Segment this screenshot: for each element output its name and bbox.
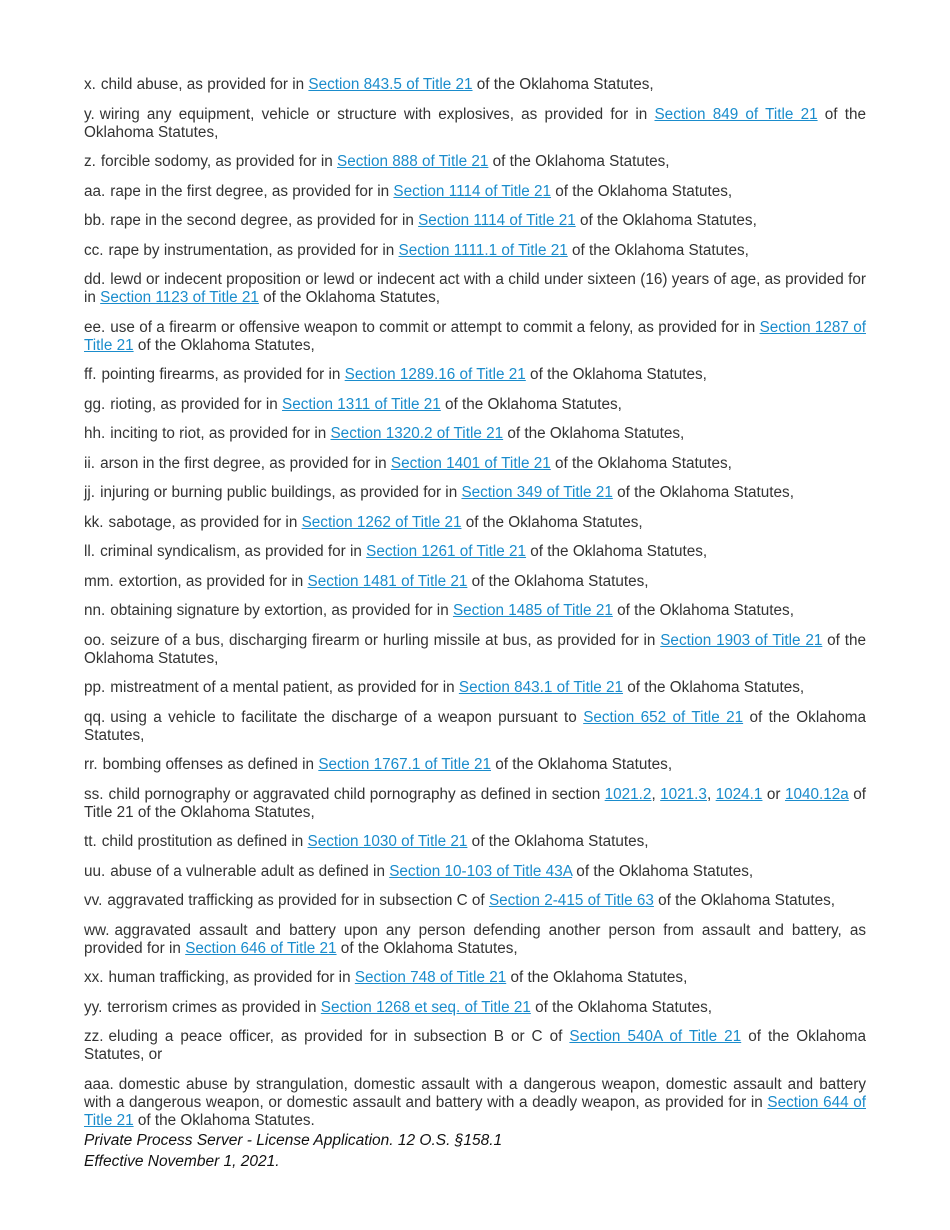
item-text: of the Oklahoma Statutes, (258, 289, 441, 306)
list-item (84, 484, 866, 502)
page-footer (84, 1130, 502, 1172)
item-text: injuring or burning public buildings, as provided for in (100, 484, 462, 501)
item-text: terrorism crimes as provided in (107, 998, 321, 1016)
list-item (84, 76, 866, 94)
item-label: z. (84, 153, 96, 170)
item-text: , (651, 785, 661, 803)
item-label: ww. (84, 921, 110, 939)
list-item (84, 455, 866, 473)
item-text: of the Oklahoma Statutes, (488, 153, 670, 170)
statute-link[interactable]: Section 748 of Title 21 (354, 969, 507, 986)
item-label: ss. (84, 785, 104, 803)
list-item (84, 863, 866, 881)
item-text: of the Oklahoma Statutes, or (84, 1028, 866, 1063)
statute-list (84, 76, 866, 1141)
statute-link[interactable]: Section 849 of Title 21 (654, 105, 818, 123)
item-text: of the Oklahoma Statutes, (503, 425, 685, 442)
item-text: wiring any equipment, vehicle or structure with explosives, as provided for in (99, 105, 655, 123)
item-text: aggravated assault and battery upon any person defending another person from assault and battery, as provided for in (84, 921, 866, 957)
item-text: criminal syndicalism, as provided for in (100, 543, 367, 560)
item-text: rape in the second degree, as provided for in (110, 212, 419, 229)
list-item (84, 319, 866, 355)
item-text: of the Oklahoma Statutes, (550, 454, 732, 472)
statute-link[interactable]: Section 644 of Title 21 (84, 1093, 866, 1129)
item-text: of the Oklahoma Statutes, (490, 756, 673, 773)
item-text: forcible sodomy, as provided for in (100, 153, 337, 170)
item-label: cc. (84, 241, 104, 259)
item-text: child pornography or aggravated child pornography as defined in section (108, 785, 605, 803)
footer-effective-date: Effective November 1, 2021. (84, 1153, 280, 1170)
item-text: human trafficking, as provided for in (108, 969, 355, 986)
statute-link[interactable]: 1024.1 (715, 785, 763, 803)
item-text: of the Oklahoma Statutes, (623, 679, 805, 696)
list-item (84, 106, 866, 142)
item-label: ee. (84, 318, 106, 336)
item-label: vv. (84, 892, 103, 909)
item-text: of the Oklahoma Statutes, (530, 998, 712, 1016)
item-text: of the Oklahoma Statutes, (467, 833, 649, 850)
item-text: of the Oklahoma Statutes, (461, 513, 643, 531)
footer-form-title: Private Process Server - License Application. 12 O.S. §158.1 (84, 1132, 503, 1149)
list-item (84, 756, 866, 774)
statute-link[interactable]: Section 652 of Title 21 (583, 708, 744, 726)
item-text: rape in the first degree, as provided for in (110, 182, 394, 200)
list-item (84, 242, 866, 260)
list-item (84, 153, 866, 171)
item-label: kk. (84, 513, 104, 531)
list-item (84, 922, 866, 958)
item-text: of the Oklahoma Statutes, (551, 182, 733, 200)
list-item (84, 543, 866, 561)
list-item (84, 212, 866, 230)
statute-link[interactable]: 1021.2 (604, 785, 652, 803)
statute-link[interactable]: Section 1320.2 of Title 21 (330, 425, 504, 442)
item-text: of the Oklahoma Statutes, (467, 572, 649, 590)
item-text: , (706, 785, 716, 803)
statute-link[interactable]: Section 2-415 of Title 63 (488, 892, 654, 909)
item-text: of the Oklahoma Statutes, (653, 892, 836, 909)
item-text: rape by instrumentation, as provided for in (108, 241, 399, 259)
statute-link[interactable]: Section 1289.16 of Title 21 (344, 366, 526, 383)
item-label: y. (84, 105, 95, 123)
item-text: child abuse, as provided for in (100, 76, 309, 93)
item-text: aggravated trafficking as provided for in subsection C of (107, 892, 489, 909)
item-text: eluding a peace officer, as provided for in subsection B or C of (108, 1028, 570, 1045)
item-text: of the Oklahoma Statutes, (84, 708, 867, 744)
item-label: zz. (84, 1028, 104, 1045)
item-label: tt. (84, 833, 97, 850)
item-text: of the Oklahoma Statutes, (506, 969, 688, 986)
item-label: xx. (84, 969, 104, 986)
list-item (84, 786, 866, 822)
list-item (84, 709, 866, 745)
list-item (84, 969, 866, 987)
item-text: of the Oklahoma Statutes. (133, 1111, 315, 1129)
item-text: of the Oklahoma Statutes, (472, 76, 654, 93)
item-label: x. (84, 76, 96, 93)
statute-link[interactable]: Section 1261 of Title 21 (366, 543, 527, 560)
item-label: hh. (84, 425, 106, 442)
item-label: ii. (84, 454, 96, 472)
item-label: dd. (84, 271, 106, 288)
item-text: pointing firearms, as provided for in (101, 366, 345, 383)
item-text: of the Oklahoma Statutes, (440, 395, 622, 413)
item-label: bb. (84, 212, 106, 229)
item-text: of the Oklahoma Statutes, (575, 212, 757, 229)
item-label: aaa. (84, 1075, 114, 1093)
item-label: jj. (84, 484, 96, 501)
item-text: of the Oklahoma Statutes, (567, 241, 749, 259)
item-text: abuse of a vulnerable adult as defined in (110, 862, 390, 880)
item-text: domestic abuse by strangulation, domestic assault with a dangerous weapon, domestic assault and battery with a dangerous weapon, or domestic assault and battery with a deadly weapon, as provided for in (84, 1075, 866, 1111)
statute-link[interactable]: Section 1114 of Title 21 (418, 212, 576, 229)
list-item (84, 1076, 866, 1130)
list-item (84, 366, 866, 384)
item-text: of the Oklahoma Statutes, (525, 366, 707, 383)
list-item (84, 573, 866, 591)
item-text: lewd or indecent proposition or lewd or indecent act with a child under sixteen (16) years of age, as provided for in (84, 271, 866, 306)
item-label: gg. (84, 395, 106, 413)
item-text: of the Oklahoma Statutes, (526, 543, 708, 560)
list-item (84, 602, 866, 620)
item-label: aa. (84, 182, 106, 200)
item-text: of the Oklahoma Statutes, (572, 862, 754, 880)
statute-link[interactable]: Section 540A of Title 21 (569, 1028, 742, 1045)
list-item (84, 999, 866, 1017)
statute-link[interactable]: Section 843.5 of Title 21 (308, 76, 473, 93)
statute-link[interactable]: Section 1123 of Title 21 (100, 289, 259, 306)
statute-link[interactable]: Section 1287 of Title 21 (84, 318, 866, 354)
item-label: ff. (84, 366, 97, 383)
list-item (84, 679, 866, 697)
statute-link[interactable]: Section 888 of Title 21 (337, 153, 489, 170)
list-item (84, 892, 866, 910)
statute-link[interactable]: Section 1401 of Title 21 (390, 454, 551, 472)
item-label: qq. (84, 708, 106, 726)
item-label: yy. (84, 998, 103, 1016)
item-text: seizure of a bus, discharging firearm or hurling missile at bus, as provided for in (110, 631, 661, 649)
list-item (84, 1028, 866, 1064)
item-label: oo. (84, 631, 106, 649)
statute-link[interactable]: 1040.12a (784, 785, 849, 803)
statute-link[interactable]: Section 1114 of Title 21 (393, 182, 552, 200)
item-text: inciting to riot, as provided for in (110, 425, 331, 442)
item-text: of the Oklahoma Statutes, (336, 939, 518, 957)
list-item (84, 833, 866, 851)
item-text: of the Oklahoma Statutes, (612, 602, 794, 619)
statute-link[interactable]: Section 646 of Title 21 (185, 939, 337, 957)
item-text: of the Oklahoma Statutes, (84, 105, 867, 141)
item-label: nn. (84, 602, 106, 619)
item-text: of the Oklahoma Statutes, (612, 484, 794, 501)
item-text: or (762, 785, 785, 803)
item-text: child prostitution as defined in (101, 833, 308, 850)
item-label: rr. (84, 756, 98, 773)
item-text: using a vehicle to facilitate the discharge of a weapon pursuant to (110, 708, 584, 726)
statute-link[interactable]: Section 1311 of Title 21 (282, 395, 441, 413)
list-item (84, 632, 866, 668)
item-label: ll. (84, 543, 96, 560)
statute-link[interactable]: 1021.3 (660, 785, 707, 803)
item-label: pp. (84, 679, 106, 696)
statute-link[interactable]: Section 1030 of Title 21 (307, 833, 468, 850)
statute-link[interactable]: Section 1481 of Title 21 (307, 572, 468, 590)
item-text: bombing offenses as defined in (102, 756, 319, 773)
item-text: arson in the first degree, as provided for in (100, 454, 391, 472)
item-label: mm. (84, 572, 114, 590)
list-item (84, 183, 866, 201)
item-label: uu. (84, 862, 106, 880)
statute-link[interactable]: Section 1111.1 of Title 21 (398, 241, 568, 259)
list-item (84, 271, 866, 307)
statute-link[interactable]: Section 1262 of Title 21 (301, 513, 462, 531)
item-text: obtaining signature by extortion, as provided for in (110, 602, 453, 619)
item-text: of the Oklahoma Statutes, (84, 631, 866, 667)
statute-link[interactable]: Section 1485 of Title 21 (452, 602, 613, 619)
list-item (84, 396, 866, 414)
item-text: extortion, as provided for in (118, 572, 308, 590)
list-item (84, 425, 866, 443)
list-item (84, 514, 866, 532)
item-text: rioting, as provided for in (110, 395, 283, 413)
statute-link[interactable]: Section 349 of Title 21 (461, 484, 613, 501)
statute-link[interactable]: Section 1767.1 of Title 21 (318, 756, 491, 773)
item-text: of the Oklahoma Statutes, (133, 336, 315, 354)
item-text: mistreatment of a mental patient, as provided for in (110, 679, 459, 696)
item-text: sabotage, as provided for in (108, 513, 302, 531)
statute-link[interactable]: Section 10-103 of Title 43A (389, 862, 573, 880)
item-text: use of a firearm or offensive weapon to commit or attempt to commit a felony, as provided for in (110, 318, 760, 336)
statute-link[interactable]: Section 1903 of Title 21 (660, 631, 823, 649)
statute-link[interactable]: Section 843.1 of Title 21 (458, 679, 624, 696)
item-text: of Title 21 of the Oklahoma Statutes, (84, 785, 866, 821)
statute-link[interactable]: Section 1268 et seq. of Title 21 (320, 998, 531, 1016)
